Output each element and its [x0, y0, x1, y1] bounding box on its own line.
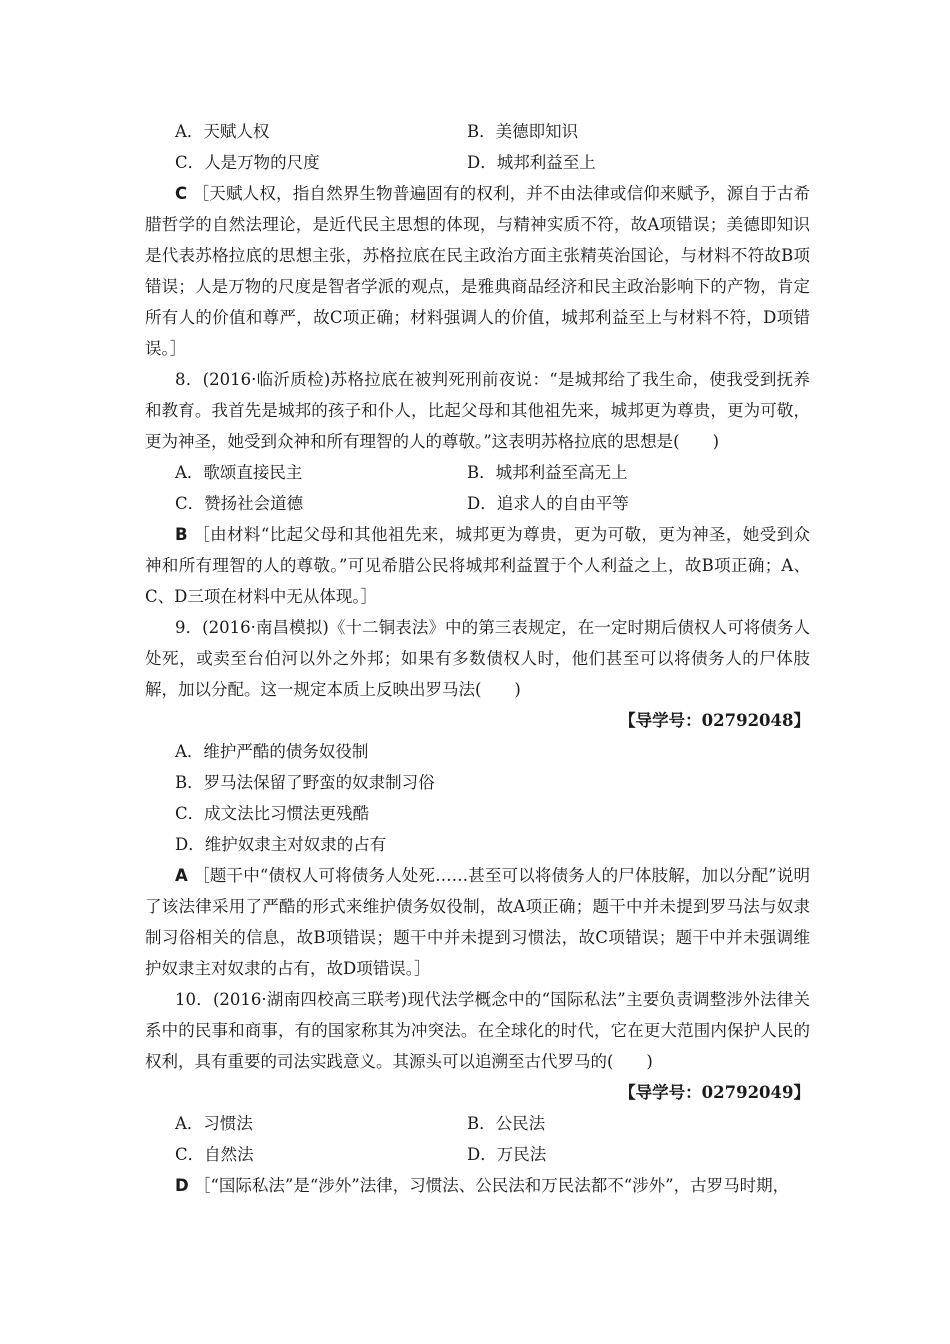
- q8-option-b: B．城邦利益至高无上: [467, 463, 628, 482]
- q7-option-c: C．人是万物的尺度: [175, 153, 320, 172]
- q8-option-a: A．歌颂直接民主: [175, 463, 303, 482]
- q8-answer: [145, 519, 810, 612]
- q9-option-d: D．维护奴隶主对奴隶的占有: [175, 835, 387, 854]
- q8-options-row-2: [145, 488, 810, 519]
- q9-option-a: A．维护严酷的债务奴役制: [175, 742, 369, 761]
- q8-answer-letter: B: [175, 525, 188, 544]
- q10-option-c: C．自然法: [175, 1145, 254, 1164]
- q7-options-row-1: [145, 116, 810, 147]
- q8-explanation: ［由材料“比起父母和其他祖先来，城邦更为尊贵，更为可敬，更为神圣，她受到众神和所有理智的人的尊敬。”可见希腊公民将城邦利益置于个人利益之上，故B项正确；A、C、D三项在材料中无从体现。］: [145, 525, 811, 606]
- q9-answer: [145, 860, 810, 984]
- q7-answer-letter: C: [175, 184, 188, 203]
- q10-guide-number: 【导学号：02792049】: [619, 1083, 810, 1102]
- q10-answer-letter: D: [175, 1176, 189, 1195]
- q7-option-b: B．美德即知识: [467, 122, 579, 141]
- q10-option-a: A．习惯法: [175, 1114, 253, 1133]
- q7-answer: [145, 178, 810, 364]
- q10-explanation: ［“国际私法”是“涉外”法律，习惯法、公民法和万民法都不“涉外”，古罗马时期，: [193, 1176, 790, 1195]
- q10-option-b: B．公民法: [467, 1114, 546, 1133]
- q7-option-a: A．天赋人权: [175, 122, 270, 141]
- q9-guide-number: 【导学号：02792048】: [619, 711, 810, 730]
- q10-option-d: D．万民法: [467, 1145, 547, 1164]
- q10-answer: [145, 1170, 810, 1201]
- q7-explanation: ［天赋人权，指自然界生物普遍固有的权利，并不由法律或信仰来赋予，源自于古希腊哲学的自然法理论，是近代民主思想的体现，与精神实质不符，故A项错误；美德即知识是代表苏格拉底的思想主张，苏格拉底在民主政治方面主张精英治国论，与材料不符故B项错误；人是万物的尺度是智者学派的观点，是雅典商品经济和民主政治影响下的产物，肯定所有人的价值和尊严，故C项正确；材料强调人的价值，城邦利益至上与材料不符，D项错误。］: [145, 184, 811, 358]
- q7-option-d: D．城邦利益至上: [467, 153, 596, 172]
- q9-option-b: B．罗马法保留了野蛮的奴隶制习俗: [175, 773, 435, 792]
- q10-stem: 10．(2016·湖南四校高三联考)现代法学概念中的“国际私法”主要负责调整涉外法律关系中的民事和商事，有的国家称其为冲突法。在全球化的时代，它在更大范围内保护人民的权利，具有重要的司法实践意义。其源头可以追溯至古代罗马的( ): [145, 990, 810, 1071]
- q10-options-row-2: [145, 1139, 810, 1170]
- q8-option-c: C．赞扬社会道德: [175, 494, 304, 513]
- q8-stem: 8．(2016·临沂质检)苏格拉底在被判死刑前夜说：“是城邦给了我生命，使我受到抚养和教育。我首先是城邦的孩子和仆人，比起父母和其他祖先来，城邦更为尊贵，更为可敬，更为神圣，她受到众神和所有理智的人的尊敬。”这表明苏格拉底的思想是( ): [145, 370, 810, 451]
- q7-options-row-2: [145, 147, 810, 178]
- q9-option-c: C．成文法比习惯法更残酷: [175, 804, 370, 823]
- document-page: [145, 116, 810, 1201]
- q8-option-d: D．追求人的自由平等: [467, 494, 629, 513]
- q9-answer-letter: A: [175, 866, 188, 885]
- q10-options-row-1: [145, 1108, 810, 1139]
- q8-options-row-1: [145, 457, 810, 488]
- q9-explanation: ［题干中“债权人可将债务人处死……甚至可以将债务人的尸体肢解，加以分配”说明了该法律采用了严酷的形式来维护债务奴役制，故A项正确；题干中并未提到罗马法与奴隶制习俗相关的信息，故B项错误；题干中并未提到习惯法，故C项错误；题干中并未强调维护奴隶主对奴隶的占有，故D项错误。］: [145, 866, 811, 978]
- q9-stem: 9．(2016·南昌模拟)《十二铜表法》中的第三表规定，在一定时期后债权人可将债务人处死，或卖至台伯河以外之外邦；如果有多数债权人时，他们甚至可以将债务人的尸体肢解，加以分配。这一规定本质上反映出罗马法( ): [145, 618, 810, 699]
